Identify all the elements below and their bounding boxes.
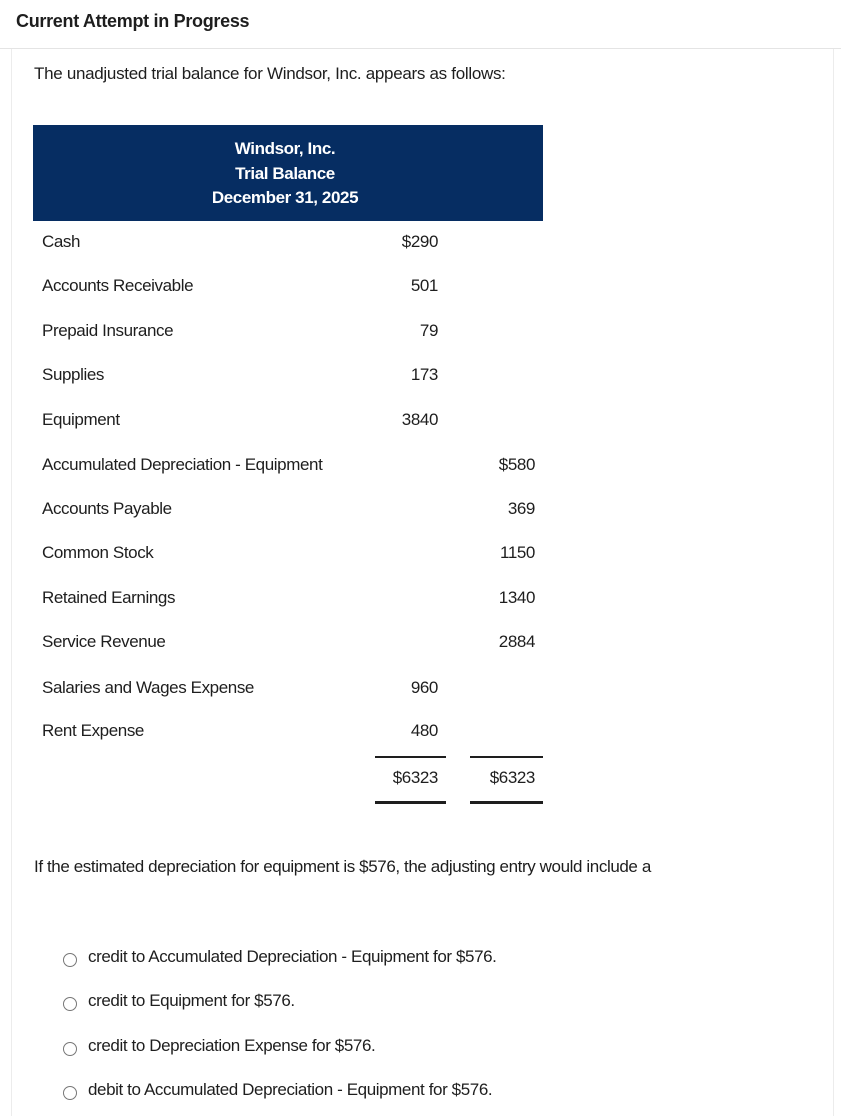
account-name: Cash [42,232,81,251]
radio-button[interactable] [63,953,77,967]
table-row [0,321,600,351]
account-name: Rent Expense [42,721,144,740]
answer-option-label[interactable]: debit to Accumulated Depreciation - Equipment for $576. [88,1080,493,1099]
company-name: Windsor, Inc. [234,139,336,158]
credit-amount: 1340 [498,588,535,607]
credit-amount: 1150 [500,543,535,562]
table-row [0,410,600,440]
account-name: Accumulated Depreciation - Equipment [42,455,323,474]
intro-text: The unadjusted trial balance for Windsor, Inc. appears as follows: [34,64,506,83]
account-name: Retained Earnings [42,588,176,607]
debit-subtotal-rule [375,756,446,758]
table-row [0,721,600,751]
account-name: Supplies [42,365,105,384]
table-row [0,632,600,662]
radio-button[interactable] [63,1086,77,1100]
trial-balance-header [33,125,543,221]
debit-amount: 960 [410,678,438,697]
credit-amount: $580 [498,455,535,474]
debit-amount: $290 [401,232,438,251]
credit-amount: 369 [507,499,535,518]
account-name: Equipment [42,410,120,429]
statement-date: December 31, 2025 [211,188,359,207]
credit-amount: 2884 [498,632,535,651]
account-name: Accounts Receivable [42,276,194,295]
debit-amount: 3840 [401,410,438,429]
debit-total-double-rule [375,801,446,804]
table-row [0,455,600,485]
table-row [0,543,600,573]
debit-total: $6323 [392,768,438,787]
debit-amount: 173 [410,365,438,384]
debit-amount: 79 [419,321,438,340]
question-text: If the estimated depreciation for equipment is $576, the adjusting entry would include a [34,857,651,876]
table-row [0,499,600,529]
radio-button[interactable] [63,997,77,1011]
account-name: Salaries and Wages Expense [42,678,254,697]
debit-amount: 480 [410,721,438,740]
page-title: Current Attempt in Progress [16,11,250,31]
page-header [0,0,841,49]
answer-option-label[interactable]: credit to Depreciation Expense for $576. [88,1036,376,1055]
credit-subtotal-rule [470,756,543,758]
table-row [0,588,600,618]
credit-total-double-rule [470,801,543,804]
account-name: Prepaid Insurance [42,321,174,340]
table-row [0,276,600,306]
table-row [0,365,600,395]
debit-amount: 501 [410,276,438,295]
radio-button[interactable] [63,1042,77,1056]
credit-total: $6323 [489,768,535,787]
totals-row [0,768,600,798]
answer-option-label[interactable]: credit to Equipment for $576. [88,991,295,1010]
account-name: Common Stock [42,543,154,562]
account-name: Service Revenue [42,632,166,651]
table-row [0,678,600,708]
answer-option-label[interactable]: credit to Accumulated Depreciation - Equipment for $576. [88,947,497,966]
account-name: Accounts Payable [42,499,172,518]
statement-name: Trial Balance [235,164,335,183]
table-row [0,232,600,262]
